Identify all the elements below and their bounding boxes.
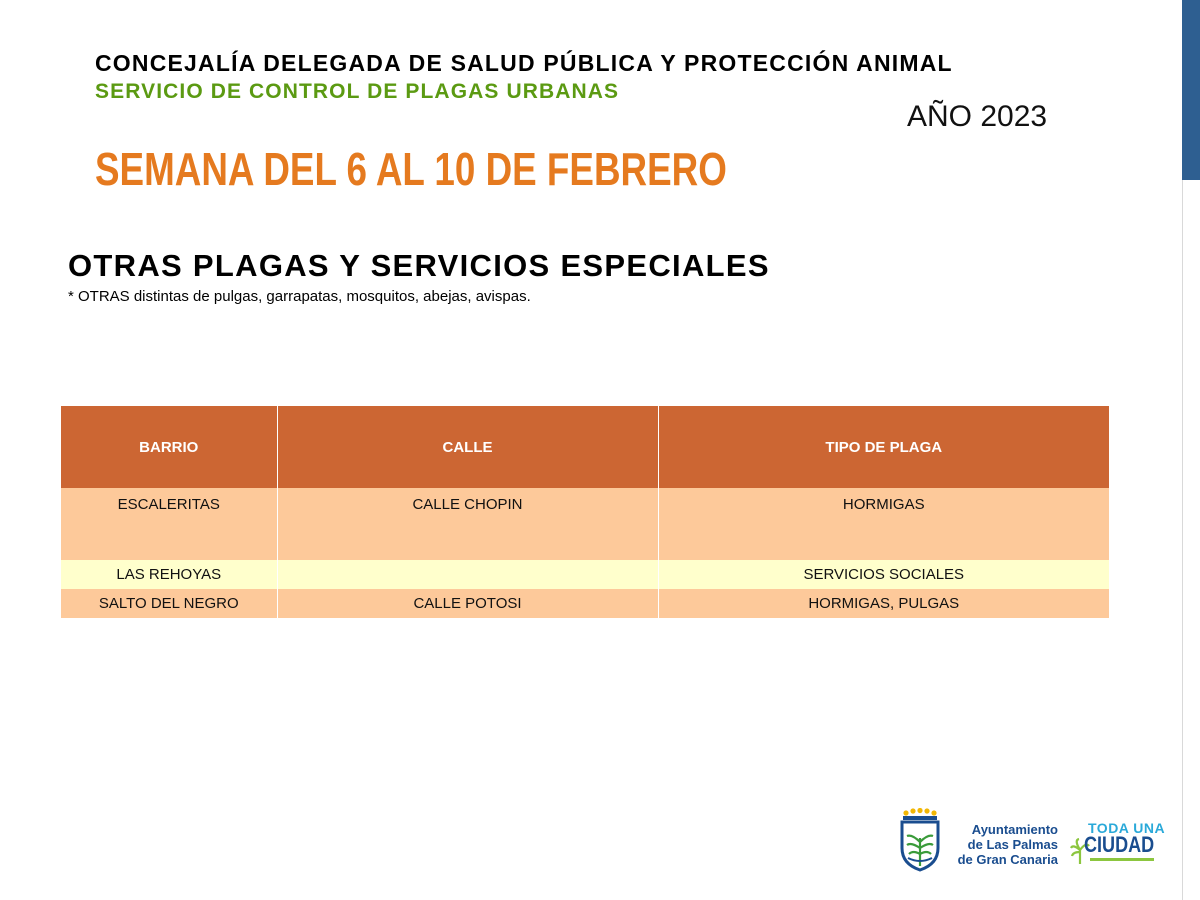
section-title: OTRAS PLAGAS Y SERVICIOS ESPECIALES: [68, 248, 770, 283]
cell-barrio: SALTO DEL NEGRO: [61, 589, 277, 618]
column-header-barrio: BARRIO: [61, 406, 277, 488]
ayuntamiento-logo: [898, 808, 1068, 874]
cell-calle: CALLE POTOSI: [277, 589, 658, 618]
section-note: * OTRAS distintas de pulgas, garrapatas, mosquitos, abejas, avispas.: [68, 288, 531, 305]
cell-calle: [277, 560, 658, 589]
side-accent-bar-bottom: [1182, 180, 1200, 900]
cell-barrio: ESCALERITAS: [61, 488, 277, 560]
ayuntamiento-line-2: de Las Palmas: [967, 837, 1058, 852]
table-row: [61, 589, 1109, 618]
ayuntamiento-line-1: Ayuntamiento: [971, 822, 1058, 837]
cell-calle: CALLE CHOPIN: [277, 488, 658, 560]
ciudad-top-text: TODA UNA: [1088, 820, 1166, 836]
crest-icon: [898, 808, 942, 872]
cell-tipo-de-plaga: SERVICIOS SOCIALES: [658, 560, 1109, 589]
column-header-tipo-de-plaga: TIPO DE PLAGA: [658, 406, 1109, 488]
side-accent-bar-top: [1182, 0, 1200, 180]
table-row: [61, 560, 1109, 589]
column-header-calle: CALLE: [277, 406, 658, 488]
week-title: SEMANA DEL 6 AL 10 DE FEBRERO: [95, 143, 727, 195]
table-row: [61, 488, 1109, 560]
plague-table: [61, 406, 1109, 618]
ciudad-underline: [1090, 858, 1154, 861]
toda-una-ciudad-logo: [1070, 820, 1166, 870]
year-label: AÑO 2023: [907, 100, 1048, 133]
cell-tipo-de-plaga: HORMIGAS: [658, 488, 1109, 560]
cell-barrio: LAS REHOYAS: [61, 560, 277, 589]
table-header-row: [61, 406, 1109, 488]
ciudad-main-text: CIUDAD: [1084, 832, 1155, 857]
org-title: CONCEJALÍA DELEGADA DE SALUD PÚBLICA Y PROTECCIÓN ANIMAL: [95, 50, 953, 76]
ayuntamiento-line-3: de Gran Canaria: [957, 852, 1058, 867]
side-accent-bar: [1182, 0, 1200, 900]
service-title: SERVICIO DE CONTROL DE PLAGAS URBANAS: [95, 80, 620, 103]
cell-tipo-de-plaga: HORMIGAS, PULGAS: [658, 589, 1109, 618]
ayuntamiento-name: [948, 822, 1058, 867]
